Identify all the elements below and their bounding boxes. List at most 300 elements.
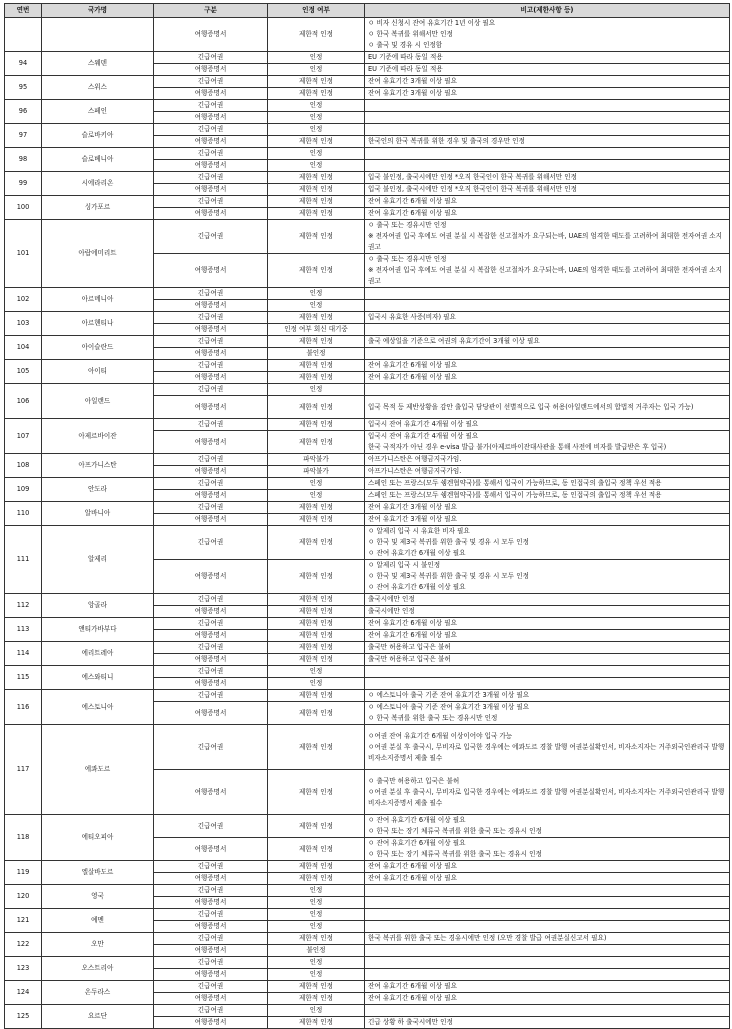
table-row [5,594,730,606]
remarks-text: 아프가니스탄은 여행금지국가임. [368,455,462,463]
document-type: 여행증명서 [154,897,268,909]
remarks-cell [365,606,730,618]
country-name: 아이슬란드 [42,336,154,360]
recognition-status: 제한적 인정 [268,196,365,208]
document-type: 긴급여권 [154,526,268,560]
recognition-status: 제한적 인정 [268,220,365,254]
remarks-cell [365,897,730,909]
document-type: 여행증명서 [154,184,268,196]
country-name: 안도라 [42,478,154,502]
country-name: 스페인 [42,100,154,124]
row-number: 105 [5,360,42,384]
document-type: 여행증명서 [154,770,268,815]
document-type: 여행증명서 [154,560,268,594]
row-number: 121 [5,909,42,933]
row-number: 101 [5,220,42,288]
country-name: 시에라리온 [42,172,154,196]
remarks-text: 잔여 유효기간 3개월 이상 필요 [368,503,458,511]
row-number: 100 [5,196,42,220]
remarks-text: 잔여 유효기간 6개월 이상 필요 [368,209,458,217]
remarks-cell [365,88,730,100]
document-type: 긴급여권 [154,642,268,654]
country-name: 슬로베니아 [42,148,154,172]
row-number: 110 [5,502,42,526]
recognition-status: 제한적 인정 [268,630,365,642]
remarks-text: 입국시 잔여 유효기간 4개월 이상 필요 한국 국적자가 아닌 경우 e-visa 발급 불가(아제르바이잔대사관을 통해 사전에 비자를 발급받은 후 입국) [368,432,667,451]
recognition-status: 인정 [268,957,365,969]
remarks-text: 아프가니스탄은 여행금지국가임. [368,467,462,475]
recognition-status: 제한적 인정 [268,336,365,348]
remarks-cell [365,1017,730,1029]
country-name: 알제리 [42,526,154,594]
country-name: 아이티 [42,360,154,384]
recognition-status: 제한적 인정 [268,136,365,148]
remarks-cell [365,466,730,478]
country-name: 영국 [42,885,154,909]
country-name: 오스트리아 [42,957,154,981]
remarks-cell [365,933,730,945]
country-name: 슬로바키아 [42,124,154,148]
document-type: 긴급여권 [154,478,268,490]
row-number: 123 [5,957,42,981]
table-row [5,220,730,254]
row-number: 113 [5,618,42,642]
recognition-status: 파악불가 [268,454,365,466]
header-recognition: 인정 여부 [268,4,365,18]
table-row [5,815,730,838]
row-number: 107 [5,419,42,454]
row-number: 120 [5,885,42,909]
remarks-text: ㅇ여권 잔여 유효기간 6개월 이상이어야 입국 가능 ㅇ여권 분실 후 출국시, 무비자로 입국한 경우에는 에콰도르 경찰 발행 여권분실확인서, 비자소지자는 거주외국인관리국 발행 비자소지증명서 제출 필수 [368,731,725,762]
row-number: 106 [5,384,42,419]
recognition-status: 제한적 인정 [268,419,365,431]
document-type: 여행증명서 [154,1017,268,1029]
recognition-status: 불인정 [268,945,365,957]
recognition-status: 제한적 인정 [268,861,365,873]
country-name: 오만 [42,933,154,957]
row-number: 124 [5,981,42,1005]
table-row [5,478,730,490]
remarks-cell [365,666,730,678]
table-row [5,18,730,52]
country-name: 에리트레아 [42,642,154,666]
remarks-cell [365,861,730,873]
row-number: 94 [5,52,42,76]
row-number: 111 [5,526,42,594]
table-row [5,666,730,678]
row-number: 102 [5,288,42,312]
remarks-cell [365,312,730,324]
remarks-cell [365,838,730,861]
document-type: 긴급여권 [154,172,268,184]
document-type: 긴급여권 [154,666,268,678]
table-row [5,312,730,324]
remarks-text: 잔여 유효기간 6개월 이상 필요 [368,982,458,990]
remarks-cell [365,372,730,384]
country-name: 싱가포르 [42,196,154,220]
recognition-status: 제한적 인정 [268,838,365,861]
table-row [5,885,730,897]
remarks-text: ㅇ 잔여 유효기간 6개월 이상 필요 ㅇ 한국 또는 장기 체류국 복귀를 위한 출국 또는 경유시 인정 [368,839,542,858]
remarks-cell [365,112,730,124]
recognition-status: 인정 [268,885,365,897]
remarks-cell [365,360,730,372]
document-type: 긴급여권 [154,312,268,324]
row-number: 98 [5,148,42,172]
recognition-status: 불인정 [268,348,365,360]
header-country: 국가명 [42,4,154,18]
country-name: 아르헨티나 [42,312,154,336]
recognition-status: 제한적 인정 [268,606,365,618]
recognition-status: 제한적 인정 [268,690,365,702]
table-row [5,725,730,770]
remarks-cell [365,678,730,690]
recognition-status: 인정 [268,969,365,981]
remarks-text: ㅇ 출국 또는 경유시만 인정 ※ 전자여권 입국 후에도 여권 분실 시 복잡한 신고절차가 요구되는바, UAE의 엄격한 태도를 고려하여 최대한 전자여권 소지 권고 [368,221,723,251]
country-name: 온두라스 [42,981,154,1005]
document-type: 여행증명서 [154,431,268,454]
recognition-status: 제한적 인정 [268,526,365,560]
recognition-status: 제한적 인정 [268,76,365,88]
document-type: 긴급여권 [154,384,268,396]
recognition-status: 제한적 인정 [268,642,365,654]
header-document-type: 구분 [154,4,268,18]
document-type: 여행증명서 [154,969,268,981]
header-remarks: 비고(제한사항 등) [365,4,730,18]
country-name: 에스와티니 [42,666,154,690]
country-name: 엘살바도르 [42,861,154,885]
remarks-cell [365,288,730,300]
recognition-status: 제한적 인정 [268,208,365,220]
remarks-text: 입국 목적 등 제반상황을 감안 출입국 담당관이 선별적으로 입국 허용(아일랜드에서의 합법적 거주자는 입국 가능) [368,402,694,411]
table-row [5,454,730,466]
document-type: 여행증명서 [154,112,268,124]
document-sheet [4,3,729,1029]
remarks-cell [365,957,730,969]
remarks-text: 한국인의 한국 복귀를 위한 경우 및 출국의 경우만 인정 [368,137,525,145]
document-type: 긴급여권 [154,454,268,466]
recognition-status: 제한적 인정 [268,873,365,885]
remarks-text: 잔여 유효기간 6개월 이상 필요 [368,361,458,369]
remarks-cell [365,454,730,466]
recognition-status: 인정 [268,64,365,76]
document-type: 긴급여권 [154,981,268,993]
country-name: 에콰도르 [42,725,154,815]
remarks-cell [365,100,730,112]
country-name: 스웨덴 [42,52,154,76]
table-row [5,76,730,88]
document-type: 여행증명서 [154,88,268,100]
remarks-cell [365,172,730,184]
recognition-status: 인정 [268,384,365,396]
remarks-cell [365,419,730,431]
document-type: 긴급여권 [154,336,268,348]
remarks-cell [365,184,730,196]
document-type: 긴급여권 [154,76,268,88]
remarks-text: 잔여 유효기간 6개월 이상 필요 [368,631,458,639]
recognition-status: 인정 여부 회신 대기중 [268,324,365,336]
remarks-cell [365,702,730,725]
document-type: 긴급여권 [154,725,268,770]
document-type: 긴급여권 [154,52,268,64]
document-type: 긴급여권 [154,148,268,160]
recognition-status: 제한적 인정 [268,254,365,288]
remarks-cell [365,909,730,921]
row-number: 122 [5,933,42,957]
table-row [5,909,730,921]
row-number: 97 [5,124,42,148]
document-type: 여행증명서 [154,873,268,885]
remarks-text: 잔여 유효기간 6개월 이상 필요 [368,197,458,205]
remarks-cell [365,348,730,360]
table-row [5,690,730,702]
remarks-text: 잔여 유효기간 3개월 이상 필요 [368,89,458,97]
document-type: 여행증명서 [154,921,268,933]
recognition-status: 제한적 인정 [268,654,365,666]
recognition-status: 제한적 인정 [268,594,365,606]
recognition-status: 제한적 인정 [268,502,365,514]
remarks-cell [365,921,730,933]
remarks-cell [365,136,730,148]
document-type: 여행증명서 [154,136,268,148]
row-number: 116 [5,690,42,725]
country-name: 앤티가바부다 [42,618,154,642]
document-type: 긴급여권 [154,288,268,300]
country-recognition-table [4,3,730,1029]
document-type: 긴급여권 [154,419,268,431]
document-type: 여행증명서 [154,466,268,478]
remarks-text: ㅇ 알제리 입국 시 불인정 ㅇ 한국 및 제3국 복귀를 위한 출국 및 경유 시 모두 인정 ㅇ 잔여 유효기간 6개월 이상 필요 [368,561,530,591]
remarks-text: 잔여 유효기간 6개월 이상 필요 [368,862,458,870]
row-number [5,18,42,52]
table-row [5,384,730,396]
remarks-cell [365,969,730,981]
remarks-cell [365,630,730,642]
remarks-text: 스페인 또는 프랑스(모두 쉥겐협약국)를 통해서 입국이 가능하므로, 동 인접국의 출입국 정책 우선 적용 [368,479,662,487]
row-number: 99 [5,172,42,196]
remarks-cell [365,384,730,396]
remarks-cell [365,300,730,312]
country-name: 아제르바이잔 [42,419,154,454]
remarks-text: 잔여 유효기간 6개월 이상 필요 [368,874,458,882]
recognition-status: 제한적 인정 [268,981,365,993]
country-name [42,18,154,52]
remarks-cell [365,478,730,490]
row-number: 118 [5,815,42,861]
remarks-text: 스페인 또는 프랑스(모두 쉥겐협약국)를 통해서 입국이 가능하므로, 동 인접국의 출입국 정책 우선 적용 [368,491,662,499]
remarks-cell [365,873,730,885]
remarks-cell [365,160,730,172]
table-row [5,642,730,654]
recognition-status: 파악불가 [268,466,365,478]
remarks-cell [365,336,730,348]
remarks-text: 출국만 허용하고 입국은 불허 [368,655,451,663]
document-type: 긴급여권 [154,885,268,897]
remarks-text: ㅇ 잔여 유효기간 6개월 이상 필요 ㅇ 한국 또는 장기 체류국 복귀를 위한 출국 또는 경유시 인정 [368,816,542,835]
table-row [5,336,730,348]
remarks-text: 잔여 유효기간 6개월 이상 필요 [368,994,458,1002]
table-row [5,172,730,184]
document-type: 여행증명서 [154,606,268,618]
header-number: 연번 [5,4,42,18]
document-type: 여행증명서 [154,678,268,690]
country-name: 아일랜드 [42,384,154,419]
recognition-status: 제한적 인정 [268,618,365,630]
document-type: 여행증명서 [154,18,268,52]
document-type: 긴급여권 [154,220,268,254]
country-name: 앙골라 [42,594,154,618]
recognition-status: 제한적 인정 [268,702,365,725]
recognition-status: 인정 [268,666,365,678]
remarks-cell [365,526,730,560]
document-type: 긴급여권 [154,815,268,838]
document-type: 여행증명서 [154,324,268,336]
remarks-cell [365,196,730,208]
recognition-status: 제한적 인정 [268,560,365,594]
recognition-status: 제한적 인정 [268,372,365,384]
row-number: 115 [5,666,42,690]
remarks-cell [365,690,730,702]
document-type: 긴급여권 [154,196,268,208]
remarks-text: 출국시에만 인정 [368,595,415,603]
document-type: 여행증명서 [154,64,268,76]
remarks-text: 한국 복귀를 위한 출국 또는 경유시에만 인정 (오만 경찰 발급 여권분실신고서 필요) [368,934,607,942]
table-row [5,124,730,136]
document-type: 긴급여권 [154,618,268,630]
table-row [5,502,730,514]
remarks-cell [365,993,730,1005]
remarks-cell [365,76,730,88]
remarks-text: 긴급 상황 하 출국시에만 인정 [368,1018,453,1026]
document-type: 여행증명서 [154,702,268,725]
remarks-text: ㅇ 출국만 허용하고 입국은 불허 ㅇ여권 분실 후 출국시, 무비자로 입국한 경우에는 에콰도르 경찰 발행 여권분실확인서, 비자소지자는 거주외국인관리국 발행 비자소지증명서 제출 필수 [368,776,725,807]
recognition-status: 제한적 인정 [268,725,365,770]
header-row [5,4,730,18]
document-type: 여행증명서 [154,396,268,419]
table-row [5,52,730,64]
recognition-status: 제한적 인정 [268,1017,365,1029]
recognition-status: 인정 [268,909,365,921]
recognition-status: 제한적 인정 [268,431,365,454]
remarks-cell [365,431,730,454]
document-type: 여행증명서 [154,300,268,312]
row-number: 103 [5,312,42,336]
remarks-text: 입국시 잔여 유효기간 4개월 이상 필요 [368,420,479,428]
remarks-cell [365,1005,730,1017]
country-name: 알바니아 [42,502,154,526]
remarks-text: 잔여 유효기간 6개월 이상 필요 [368,619,458,627]
remarks-cell [365,208,730,220]
remarks-cell [365,64,730,76]
document-type: 긴급여권 [154,360,268,372]
remarks-cell [365,124,730,136]
table-row [5,618,730,630]
document-type: 긴급여권 [154,933,268,945]
remarks-cell [365,52,730,64]
row-number: 117 [5,725,42,815]
remarks-text: 입국 불인정, 출국시에만 인정 *오직 한국인이 한국 복귀를 위해서만 인정 [368,185,577,193]
document-type: 여행증명서 [154,490,268,502]
recognition-status: 인정 [268,52,365,64]
remarks-text: 잔여 유효기간 3개월 이상 필요 [368,77,458,85]
remarks-text: ㅇ 에스토니아 출국 기준 잔여 유효기간 3개월 이상 필요 [368,691,530,699]
country-name: 아프가니스탄 [42,454,154,478]
row-number: 95 [5,76,42,100]
recognition-status: 제한적 인정 [268,770,365,815]
remarks-cell [365,981,730,993]
remarks-text: ㅇ 비자 신청시 잔여 유효기간 1년 이상 필요 ㅇ 한국 복귀를 위해서만 인정 ㅇ 출국 및 경유 시 인정함 [368,19,496,49]
remarks-cell [365,594,730,606]
remarks-text: 입국 불인정, 출국시에만 인정 *오직 한국인이 한국 복귀를 위해서만 인정 [368,173,577,181]
remarks-cell [365,770,730,815]
recognition-status: 제한적 인정 [268,815,365,838]
remarks-text: 입국시 유효한 사증(비자) 필요 [368,313,456,321]
table-row [5,100,730,112]
recognition-status: 인정 [268,160,365,172]
table-row [5,526,730,560]
recognition-status: 인정 [268,288,365,300]
recognition-status: 인정 [268,100,365,112]
recognition-status: 인정 [268,478,365,490]
remarks-cell [365,220,730,254]
country-name: 에티오피아 [42,815,154,861]
remarks-text: 출국 예상일을 기준으로 여권의 유효기간이 3개월 이상 필요 [368,337,540,345]
document-type: 긴급여권 [154,957,268,969]
document-type: 긴급여권 [154,502,268,514]
table-row [5,1005,730,1017]
country-name: 예멘 [42,909,154,933]
remarks-text: ㅇ 출국 또는 경유시만 인정 ※ 전자여권 입국 후에도 여권 분실 시 복잡한 신고절차가 요구되는바, UAE의 엄격한 태도를 고려하여 최대한 전자여권 소지 권고 [368,255,723,285]
table-row [5,861,730,873]
document-type: 여행증명서 [154,372,268,384]
document-type: 긴급여권 [154,861,268,873]
document-type: 여행증명서 [154,254,268,288]
recognition-status: 인정 [268,490,365,502]
remarks-cell [365,502,730,514]
remarks-cell [365,514,730,526]
remarks-text: 출국시에만 인정 [368,607,415,615]
document-type: 여행증명서 [154,208,268,220]
remarks-text: ㅇ 알제리 입국 시 유효한 비자 필요 ㅇ 한국 및 제3국 복귀를 위한 출국 및 경유 시 모두 인정 ㅇ 잔여 유효기간 6개월 이상 필요 [368,527,530,557]
recognition-status: 인정 [268,124,365,136]
remarks-text: 출국만 허용하고 입국은 불허 [368,643,451,651]
recognition-status: 제한적 인정 [268,312,365,324]
document-type: 긴급여권 [154,1005,268,1017]
document-type: 여행증명서 [154,993,268,1005]
recognition-status: 인정 [268,148,365,160]
row-number: 109 [5,478,42,502]
remarks-cell [365,396,730,419]
remarks-cell [365,945,730,957]
remarks-cell [365,490,730,502]
remarks-cell [365,642,730,654]
remarks-text: EU 기준에 따라 동일 적용 [368,65,443,73]
document-type: 여행증명서 [154,654,268,666]
row-number: 125 [5,1005,42,1029]
row-number: 119 [5,861,42,885]
recognition-status: 인정 [268,678,365,690]
remarks-cell [365,654,730,666]
recognition-status: 인정 [268,1005,365,1017]
remarks-cell [365,725,730,770]
document-type: 긴급여권 [154,909,268,921]
remarks-cell [365,885,730,897]
country-name: 스위스 [42,76,154,100]
document-type: 긴급여권 [154,690,268,702]
recognition-status: 제한적 인정 [268,360,365,372]
row-number: 104 [5,336,42,360]
document-type: 여행증명서 [154,160,268,172]
